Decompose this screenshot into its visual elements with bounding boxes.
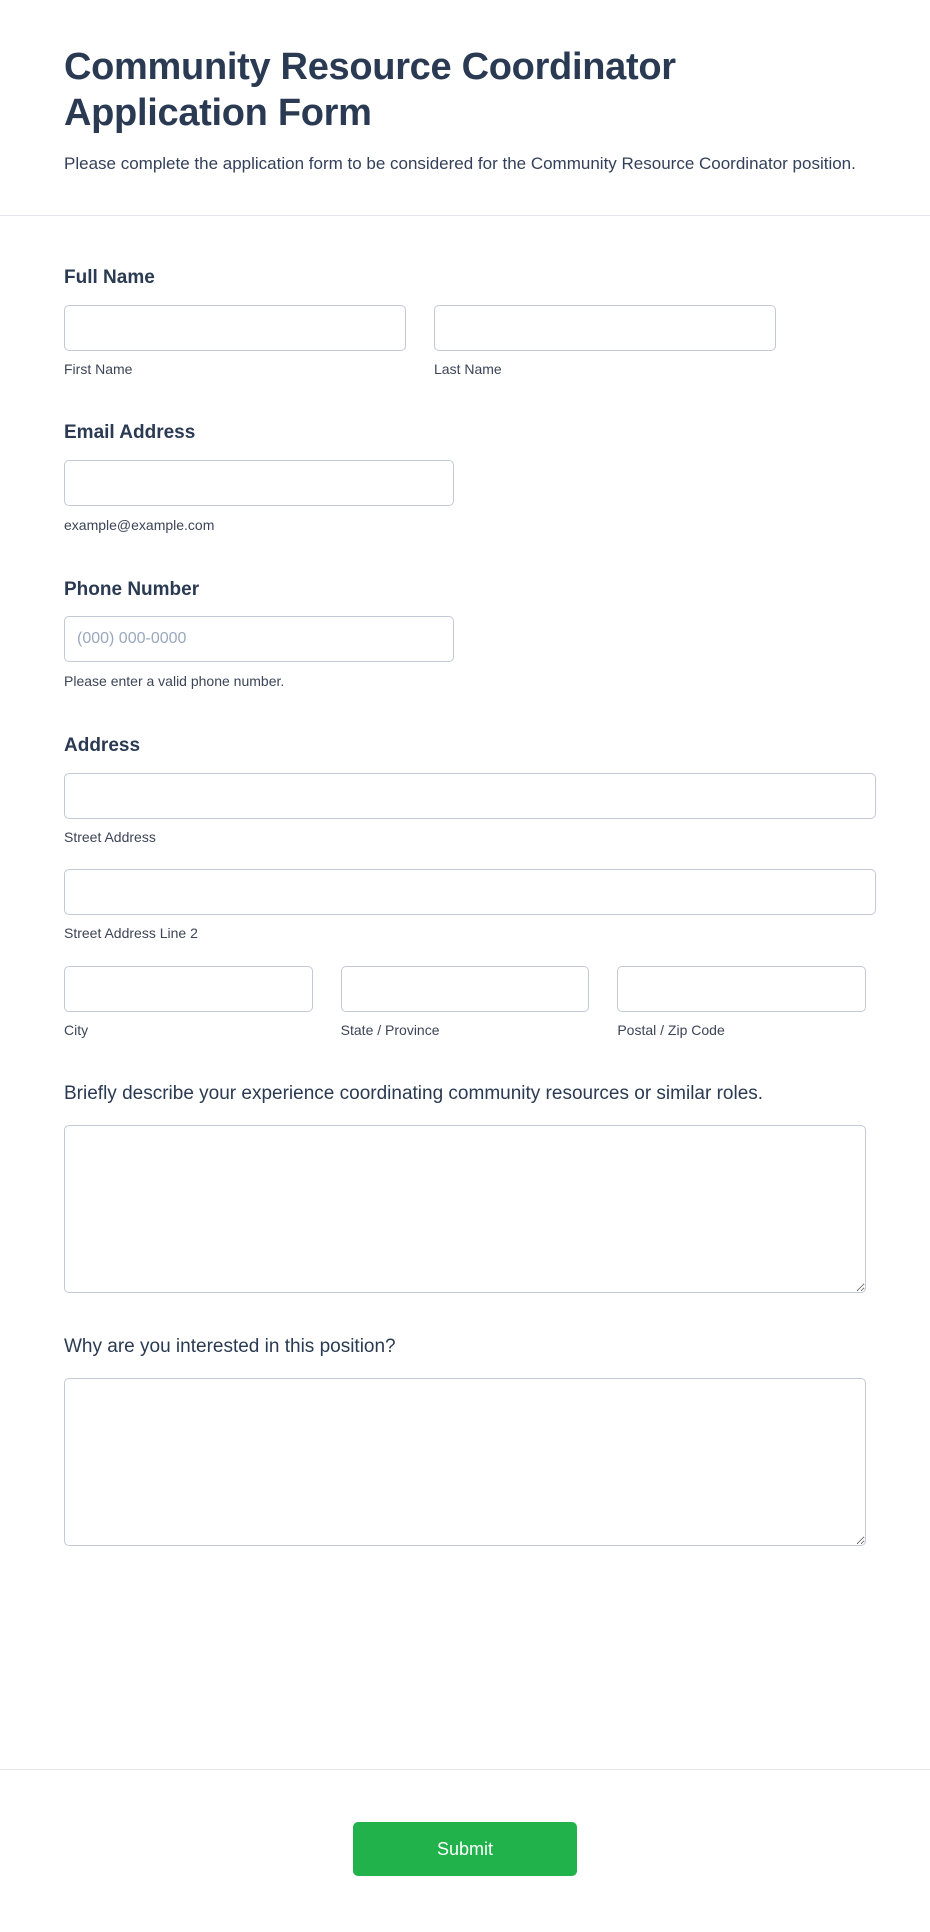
field-group-experience [64, 1082, 866, 1293]
street-address-line2-col [64, 869, 876, 944]
interest-textarea[interactable] [64, 1378, 866, 1546]
form-footer [0, 1761, 930, 1932]
form-body [0, 224, 930, 1743]
street-address-line2-input[interactable] [64, 869, 876, 915]
state-province-sublabel: State / Province [340, 1021, 440, 1038]
street-address-line2-sublabel: Street Address Line 2 [64, 925, 198, 942]
full-name-label: Full Name [64, 267, 155, 289]
phone-input[interactable] [64, 616, 454, 662]
city-sublabel: City [64, 1021, 89, 1038]
city-input[interactable] [64, 966, 313, 1012]
field-group-phone [64, 578, 866, 692]
postal-zip-input[interactable] [617, 966, 866, 1012]
submit-button-wrapper [0, 1778, 930, 1932]
city-state-postal-row [64, 966, 866, 1041]
experience-label: Briefly describe your experience coordinating community resources or similar roles. [64, 1083, 764, 1105]
last-name-sublabel: Last Name [434, 360, 502, 377]
phone-label: Phone Number [64, 578, 200, 600]
field-group-address [64, 734, 866, 1040]
field-group-email [64, 421, 866, 535]
street-address-sublabel: Street Address [64, 828, 156, 845]
form-header [0, 0, 930, 207]
footer-divider [0, 1769, 930, 1770]
postal-col [617, 966, 866, 1041]
field-group-interest [64, 1335, 866, 1546]
city-col [64, 966, 313, 1041]
street-address-input[interactable] [64, 773, 876, 819]
form-subtitle: Please complete the application form to be considered for the Community Resource Coordinator position. [64, 153, 856, 173]
experience-textarea[interactable] [64, 1125, 866, 1293]
last-name-input[interactable] [434, 305, 776, 351]
first-name-col [64, 305, 406, 380]
last-name-col [434, 305, 776, 380]
submit-button[interactable]: Submit [353, 1822, 577, 1876]
phone-col [64, 616, 454, 692]
header-divider [0, 215, 930, 216]
email-input[interactable] [64, 460, 454, 506]
email-helper-text: example@example.com [64, 517, 215, 534]
email-col [64, 460, 454, 536]
postal-zip-sublabel: Postal / Zip Code [617, 1021, 725, 1038]
field-group-full-name [64, 266, 866, 379]
street-address-col [64, 773, 876, 848]
first-name-input[interactable] [64, 305, 406, 351]
state-col [341, 966, 590, 1041]
address-label: Address [64, 734, 141, 756]
first-name-sublabel: First Name [64, 360, 133, 377]
full-name-row [64, 305, 866, 380]
state-province-input[interactable] [341, 966, 590, 1012]
interest-label: Why are you interested in this position? [64, 1336, 396, 1358]
email-label: Email Address [64, 422, 196, 444]
page-title: Community Resource Coordinator Application Form [64, 46, 676, 135]
phone-helper-text: Please enter a valid phone number. [64, 673, 285, 690]
